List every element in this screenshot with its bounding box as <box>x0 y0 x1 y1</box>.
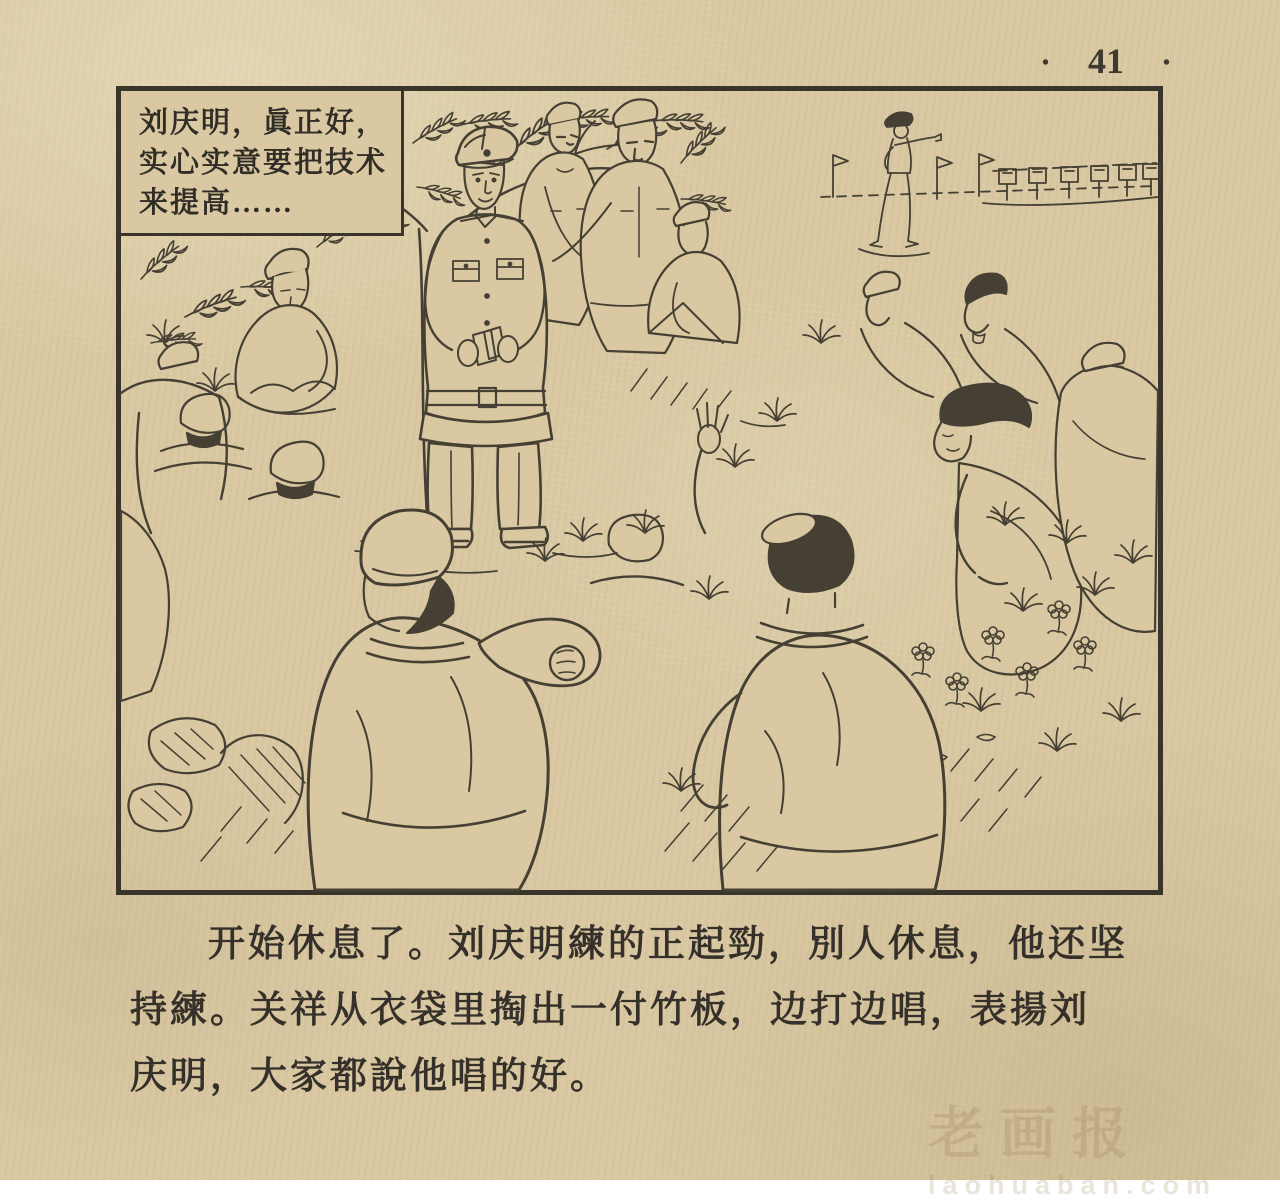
page-number-right-dot: • <box>1162 51 1170 74</box>
gesturing-hand <box>695 403 728 533</box>
speech-line: 来提高…… <box>139 187 295 219</box>
rocks <box>128 718 305 831</box>
speech-box <box>121 91 404 236</box>
illustration-panel <box>116 86 1163 895</box>
page-number <box>1042 40 1170 82</box>
page-number-value: 41 <box>1088 41 1124 81</box>
watermark-url: laohuaban.com <box>928 1170 1218 1200</box>
left-back-heads <box>155 394 339 499</box>
left-seated-listener <box>236 249 337 414</box>
caption-line: 持練。关祥从衣袋里掏出一付竹板，边打边唱，表揚刘 <box>130 990 1090 1031</box>
foreground-back-left <box>308 510 600 890</box>
caption-line: 庆明，大家都說他唱的好。 <box>130 1056 610 1097</box>
caption-paragraph <box>130 912 1170 1110</box>
watermark-logo: 老画报 <box>928 1104 1144 1166</box>
speech-line: 实心实意要把技术 <box>139 147 388 179</box>
pistol-shooter <box>859 112 941 256</box>
foreground-back-right <box>693 508 945 890</box>
center-distant-head <box>591 515 683 585</box>
page-number-left-dot: • <box>1042 51 1050 74</box>
right-listener-group <box>861 272 1061 407</box>
shooting-range-scene <box>821 112 1160 256</box>
speech-line: 刘庆明，眞正好， <box>139 107 388 139</box>
caption-line: 开始休息了。刘庆明練的正起勁，別人休息，他还坚 <box>208 924 1128 965</box>
